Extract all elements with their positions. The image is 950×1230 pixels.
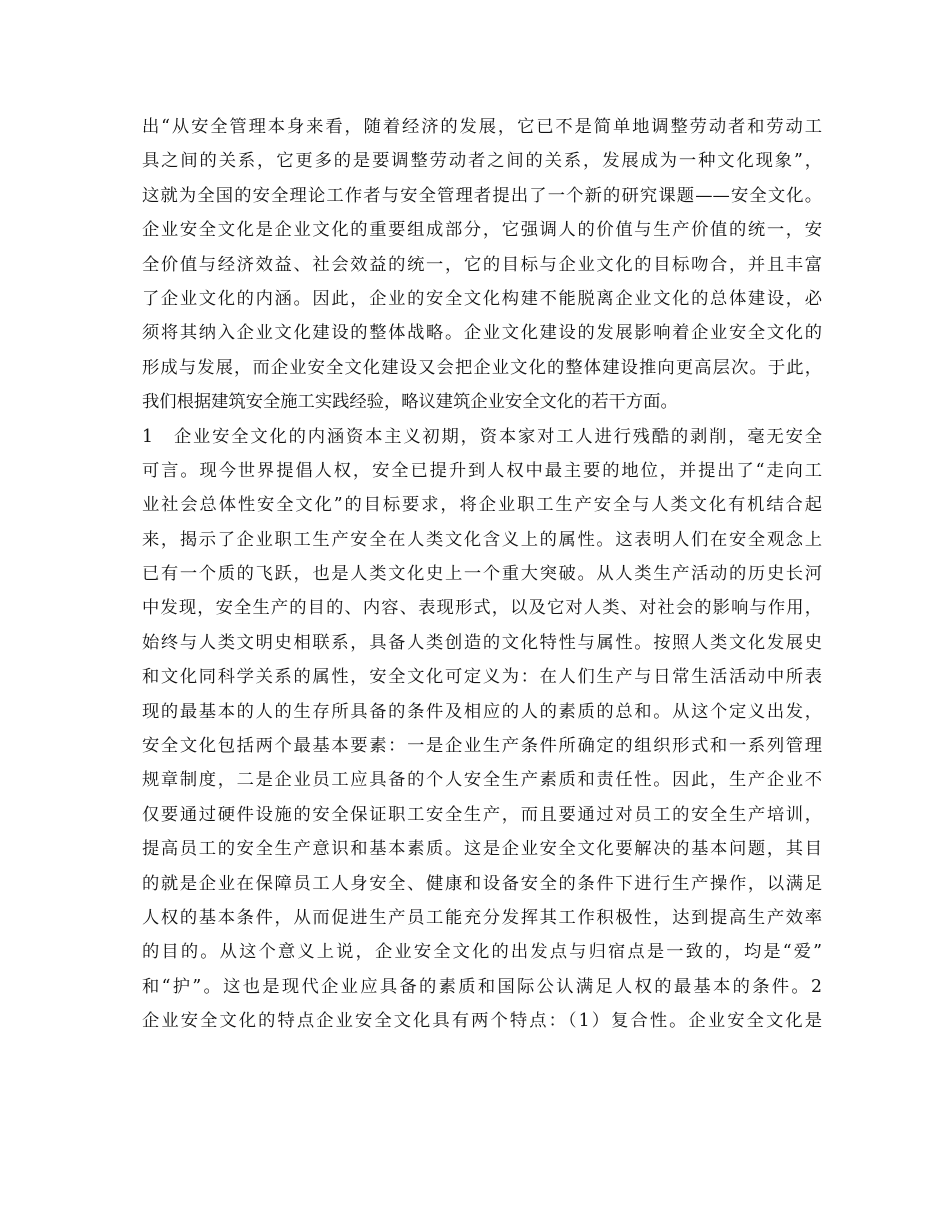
text-line: 来，揭示了企业职工生产安全在人类文化含义上的属性。这表明人们在安全观念上 (142, 529, 822, 550)
text-line: 出“从安全管理本身来看，随着经济的发展，它已不是简单地调整劳动者和劳动工 (142, 117, 822, 137)
text-line: 提高员工的安全生产意识和基本素质。这是企业安全文化要解决的基本问题，其目 (142, 839, 822, 860)
text-line: 中发现，安全生产的目的、内容、表现形式，以及它对人类、对社会的影响与作用， (142, 598, 822, 619)
text-line: 规章制度，二是企业员工应具备的个人安全生产素质和责任性。因此，生产企业不 (142, 770, 822, 791)
text-line: 的目的。从这个意义上说，企业安全文化的出发点与归宿点是一致的，均是“爱” (142, 942, 822, 963)
text-line: 可言。现今世界提倡人权，安全已提升到人权中最主要的地位，并提出了“走向工 (142, 460, 822, 481)
text-line: 我们根据建筑安全施工实践经验，略议建筑企业安全文化的若干方面。 (142, 392, 678, 413)
text-line: 始终与人类文明史相联系，具备人类创造的文化特性与属性。按照人类文化发展史 (142, 632, 822, 653)
text-line: 了企业文化的内涵。因此，企业的安全文化构建不能脱离企业文化的总体建设，必 (142, 288, 822, 309)
text-line: 业社会总体性安全文化”的目标要求，将企业职工生产安全与人类文化有机结合起 (142, 495, 822, 516)
text-line: 这就为全国的安全理论工作者与安全管理者提出了一个新的研究课题——安全文化。 (142, 185, 822, 206)
text-line: 和文化同科学关系的属性，安全文化可定义为：在人们生产与日常生活活动中所表 (142, 667, 822, 688)
text-line: 已有一个质的飞跃，也是人类文化史上一个重大突破。从人类生产活动的历史长河 (142, 564, 822, 585)
text-line: 企业安全文化的特点企业安全文化具有两个特点：（1）复合性。企业安全文化是 (142, 1011, 822, 1032)
text-line: 具之间的关系，它更多的是要调整劳动者之间的关系，发展成为一种文化现象”， (142, 151, 822, 172)
text-line: 仅要通过硬件设施的安全保证职工安全生产，而且要通过对员工的安全生产培训， (142, 804, 822, 825)
text-line: 的就是企业在保障员工人身安全、健康和设备安全的条件下进行生产操作，以满足 (142, 873, 822, 894)
text-line: 安全文化包括两个最基本要素：一是企业生产条件所确定的组织形式和一系列管理 (142, 736, 822, 757)
text-line: 1 企业安全文化的内涵资本主义初期，资本家对工人进行残酷的剥削，毫无安全 (142, 426, 822, 447)
document-page (142, 110, 822, 1039)
text-line: 形成与发展，而企业安全文化建设又会把企业文化的整体建设推向更高层次。于此， (142, 357, 822, 378)
text-line: 企业安全文化是企业文化的重要组成部分，它强调人的价值与生产价值的统一，安 (142, 220, 822, 241)
text-line: 现的最基本的人的生存所具备的条件及相应的人的素质的总和。从这个定义出发， (142, 701, 822, 722)
text-line: 人权的基本条件，从而促进生产员工能充分发挥其工作积极性，达到提高生产效率 (142, 907, 822, 928)
text-line: 全价值与经济效益、社会效益的统一，它的目标与企业文化的目标吻合，并且丰富 (142, 254, 822, 275)
text-line: 和“护”。这也是现代企业应具备的素质和国际公认满足人权的最基本的条件。2 (142, 976, 822, 997)
text-line: 须将其纳入企业文化建设的整体战略。企业文化建设的发展影响着企业安全文化的 (142, 323, 822, 344)
